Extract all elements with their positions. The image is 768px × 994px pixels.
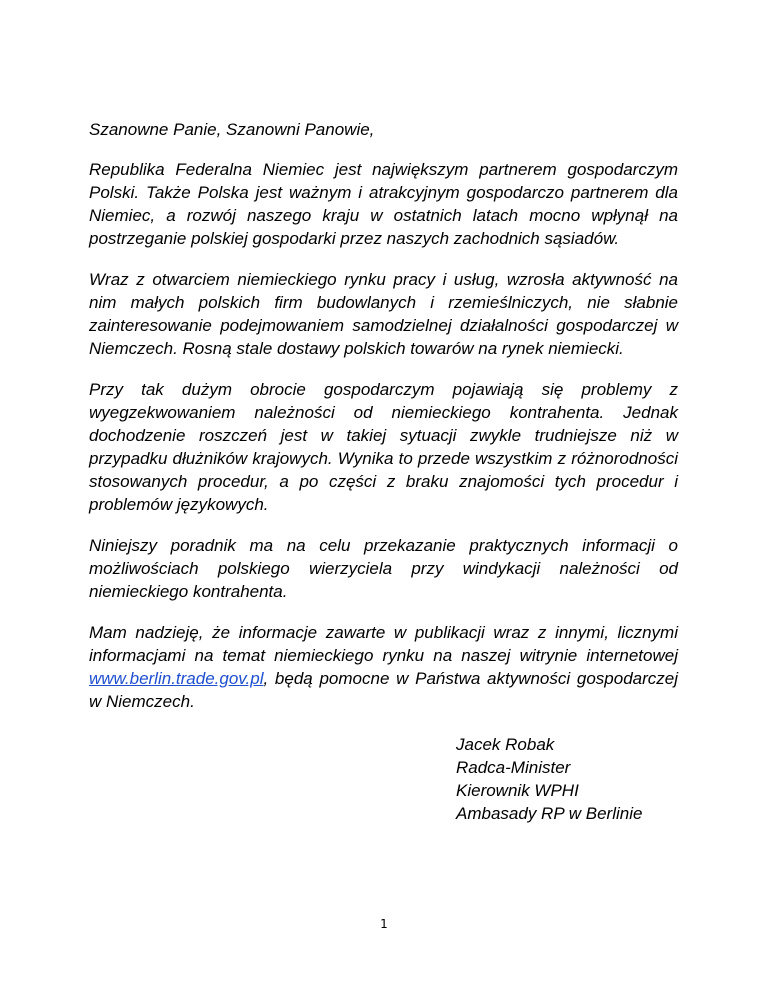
- paragraph-5-text-after-link: , będą pomocne w Państwa aktywności gospodarczej w Niemczech.: [89, 669, 678, 711]
- signature-institution: Ambasady RP w Berlinie: [456, 804, 643, 823]
- paragraph-4: Niniejszy poradnik ma na celu przekazanie praktycznych informacji o możliwościach polskiego wierzyciela przy windykacji należności od niemieckiego kontrahenta.: [89, 536, 678, 601]
- salutation: Szanowne Panie, Szanowni Panowie,: [89, 120, 375, 139]
- signature-block: [456, 733, 642, 825]
- letter-body: [89, 118, 678, 731]
- paragraph-3: Przy tak dużym obrocie gospodarczym pojawiają się problemy z wyegzekwowaniem należności od niemieckiego kontrahenta. Jednak dochodzenie roszczeń jest w takiej sytuacji zwykle trudniejsze niż w przypadku dłużników krajowych. Wynika to przede wszystkim z różnorodności stosowanych procedur, a po części z braku znajomości tych procedur i problemów językowych.: [89, 380, 678, 514]
- signature-title: Radca-Minister: [456, 758, 571, 777]
- website-link[interactable]: www.berlin.trade.gov.pl: [89, 669, 264, 688]
- signature-role: Kierownik WPHI: [456, 781, 579, 800]
- paragraph-5: [89, 621, 678, 713]
- paragraph-1: Republika Federalna Niemiec jest największym partnerem gospodarczym Polski. Także Polska jest ważnym i atrakcyjnym gospodarczo partnerem dla Niemiec, a rozwój naszego kraju w ostatnich latach mocno wpłynął na postrzeganie polskiej gospodarki przez naszych zachodnich sąsiadów.: [89, 160, 678, 248]
- page-number: 1: [380, 917, 388, 931]
- paragraph-2: Wraz z otwarciem niemieckiego rynku pracy i usług, wzrosła aktywność na nim małych polskich firm budowlanych i rzemieślniczych, nie słabnie zainteresowanie podejmowaniem samodzielnej działalności gospodarczej w Niemczech. Rosną stale dostawy polskich towarów na rynek niemiecki.: [89, 270, 678, 358]
- paragraph-5-text-before-link: Mam nadzieję, że informacje zawarte w publikacji wraz z innymi, licznymi informacjami na temat niemieckiego rynku na naszej witrynie internetowej: [89, 623, 678, 665]
- signature-name: Jacek Robak: [456, 735, 555, 754]
